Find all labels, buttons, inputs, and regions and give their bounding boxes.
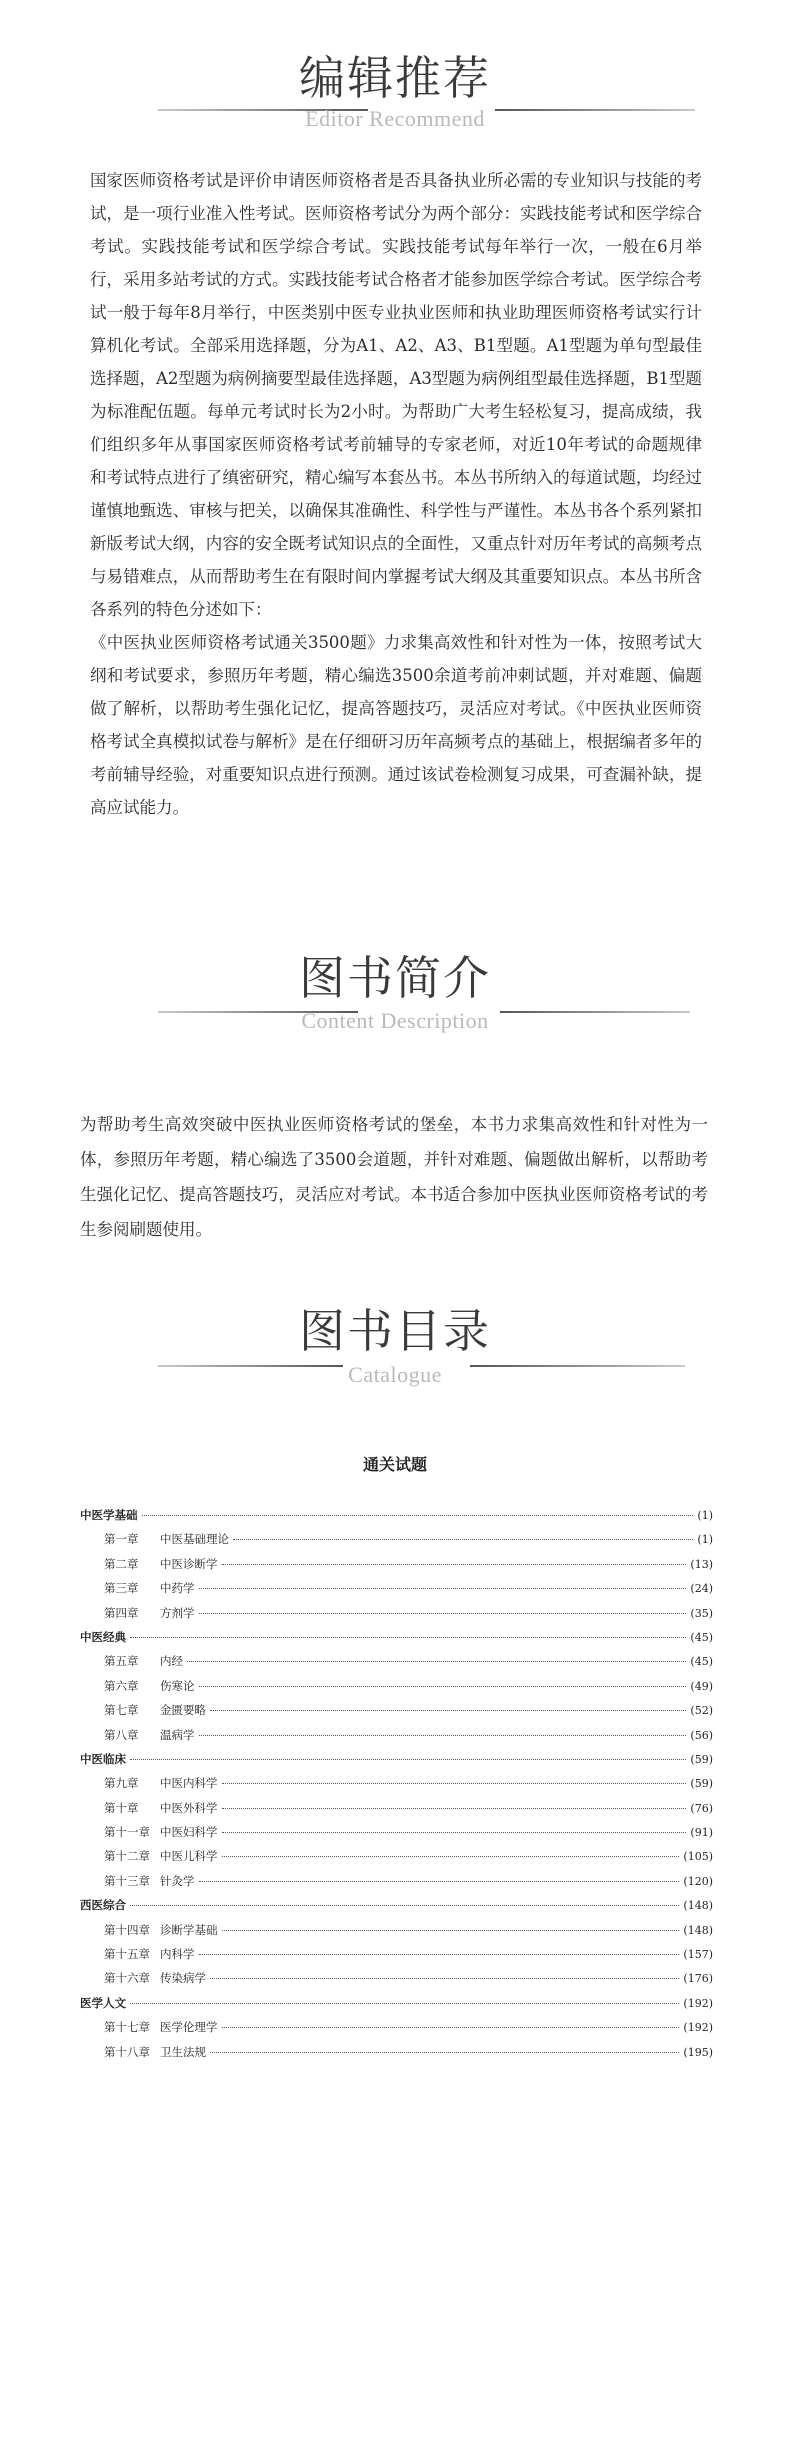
- toc-chapter-number: 第六章: [104, 1678, 139, 1693]
- toc-part-row: [80, 1995, 713, 2019]
- toc-chapter-number: 第十三章: [104, 1873, 150, 1888]
- editor-paragraph: 国家医师资格考试是评价申请医师资格者是否具备执业所必需的专业知识与技能的考试，是一项行业准入性考试。医师资格考试分为两个部分：实践技能考试和医学综合考试。实践技能考试和医学综合考试。实践技能考试每年举行一次，一般在6月举行，采用多站考试的方式。实践技能考试合格者才能参加医学综合考试。医学综合考试一般于每年8月举行，中医类别中医专业执业医师和执业助理医师资格考试实行计算机化考试。全部采用选择题，分为A1、A2、A3、B1型题。A1型题为单句型最佳选择题，A2型题为病例摘要型最佳选择题，A3型题为病例组型最佳选择题，B1型题为标准配伍题。每单元考试时长为2小时。为帮助广大考生轻松复习，提高成绩，我们组织多年从事国家医师资格考试考前辅导的专家老师，对近10年考试的命题规律和考试特点进行了缜密研究，精心编写本套丛书。本丛书所纳入的每道试题，均经过谨慎地甄选、审核与把关，以确保其准确性、科学性与严谨性。本丛书各个系列紧扣新版考试大纲，内容的安全既考试知识点的全面性，又重点针对历年考试的高频考点与易错难点，从而帮助考生在有限时间内掌握考试大纲及其重要知识点。本丛书所含各系列的特色分述如下：: [90, 171, 702, 619]
- toc-part-row: [80, 1629, 713, 1653]
- toc-dot-leader: [199, 1735, 687, 1736]
- toc-label: 金匮要略: [160, 1703, 206, 1718]
- catalogue-header: [0, 1303, 790, 1413]
- toc-chapter-number: 第四章: [104, 1605, 139, 1620]
- toc-chapter-row: [80, 1531, 713, 1555]
- toc-chapter-number: 第三章: [104, 1581, 139, 1596]
- toc-page-number: (59): [690, 1777, 713, 1791]
- editor-recommend-body: [90, 164, 702, 824]
- toc-chapter-row: [80, 1580, 713, 1604]
- toc-page-number: (52): [690, 1704, 713, 1718]
- toc-chapter-row: [80, 2019, 713, 2043]
- toc-label: 中药学: [160, 1581, 195, 1596]
- toc-chapter-row: [80, 1556, 713, 1580]
- toc-page-number: (56): [690, 1728, 713, 1742]
- toc-label: 内经: [160, 1654, 183, 1669]
- toc-page-number: (49): [690, 1679, 713, 1693]
- toc-label: 卫生法规: [160, 2044, 206, 2059]
- toc-page-number: (105): [683, 1850, 713, 1864]
- toc-chapter-row: [80, 1605, 713, 1629]
- toc-chapter-number: 第九章: [104, 1776, 139, 1791]
- toc-dot-leader: [199, 1686, 687, 1687]
- toc-part-row: [80, 1507, 713, 1531]
- toc-page-number: (192): [683, 1996, 713, 2010]
- toc-dot-leader: [222, 1783, 687, 1784]
- toc-page-number: (45): [690, 1630, 713, 1644]
- toc-chapter-row: [80, 1873, 713, 1897]
- toc-dot-leader: [199, 1954, 680, 1955]
- toc-label: 中医儿科学: [160, 1849, 218, 1864]
- toc-label: 伤寒论: [160, 1678, 195, 1693]
- toc-dot-leader: [199, 1588, 687, 1589]
- toc-label: 中医学基础: [80, 1508, 138, 1522]
- content-description-title: 图书简介: [299, 951, 491, 1005]
- toc-label: 中医诊断学: [160, 1556, 218, 1571]
- toc-label: 内科学: [160, 1947, 195, 1962]
- catalogue-title: 图书目录: [299, 1304, 491, 1358]
- toc-page-number: (13): [690, 1557, 713, 1571]
- toc-page-number: (148): [683, 1923, 713, 1937]
- toc-chapter-number: 第二章: [104, 1556, 139, 1571]
- toc-dot-leader: [130, 1905, 679, 1906]
- toc-dot-leader: [210, 1710, 686, 1711]
- toc-label: 传染病学: [160, 1971, 206, 1986]
- toc-dot-leader: [222, 1564, 687, 1565]
- toc-page-number: (45): [690, 1655, 713, 1669]
- toc-page-number: (1): [697, 1509, 713, 1522]
- toc-chapter-row: [80, 1824, 713, 1848]
- toc-page-number: (24): [690, 1582, 713, 1596]
- editor-paragraph: 《中医执业医师资格考试通关3500题》力求集高效性和针对性为一体，按照考试大纲和考试要求，参照历年考题，精心编选3500余道考前冲刺试题，并对难题、偏题做了解析，以帮助考生强化记忆，提高答题技巧，灵活应对考试。《中医执业医师资格考试全真模拟试卷与解析》是在仔细研习历年高频考点的基础上，根据编者多年的考前辅导经验，对重要知识点进行预测。通过该试卷检测复习成果，可查漏补缺，提高应试能力。: [90, 633, 702, 817]
- toc-label: 中医经典: [80, 1629, 126, 1644]
- toc-chapter-number: 第十五章: [104, 1947, 150, 1962]
- toc-dot-leader: [142, 1515, 694, 1516]
- toc-dot-leader: [199, 1881, 680, 1882]
- toc-page-number: (120): [683, 1874, 713, 1888]
- toc-dot-leader: [222, 1930, 680, 1931]
- toc-chapter-number: 第十七章: [104, 2020, 150, 2035]
- toc-dot-leader: [199, 1613, 687, 1614]
- toc-label: 医学伦理学: [160, 2020, 218, 2035]
- toc-chapter-row: [80, 1653, 713, 1677]
- toc-chapter-row: [80, 1800, 713, 1824]
- toc-label: 中医临床: [80, 1751, 126, 1766]
- toc-label: 中医内科学: [160, 1776, 218, 1791]
- toc-chapter-row: [80, 1702, 713, 1726]
- toc-page-number: (157): [683, 1948, 713, 1962]
- content-description-header: [0, 950, 790, 1060]
- toc-dot-leader: [130, 2003, 679, 2004]
- editor-recommend-title: 编辑推荐: [299, 51, 491, 105]
- toc-part-row: [80, 1897, 713, 1921]
- toc-chapter-row: [80, 1727, 713, 1751]
- toc-label: 针灸学: [160, 1873, 195, 1888]
- toc-chapter-number: 第十二章: [104, 1849, 150, 1864]
- toc-label: 中医外科学: [160, 1800, 218, 1815]
- toc-label: 诊断学基础: [160, 1922, 218, 1937]
- toc-chapter-row: [80, 1775, 713, 1799]
- toc-chapter-number: 第一章: [104, 1532, 139, 1547]
- toc-dot-leader: [210, 2052, 679, 2053]
- toc-dot-leader: [233, 1539, 693, 1540]
- toc-label: 中医基础理论: [160, 1532, 229, 1547]
- table-of-contents: [80, 1507, 713, 2068]
- toc-page-number: (1): [697, 1533, 713, 1547]
- toc-chapter-number: 第十章: [104, 1800, 139, 1815]
- content-description-body: [80, 1107, 708, 1247]
- toc-page-number: (176): [683, 1972, 713, 1986]
- toc-chapter-number: 第十一章: [104, 1825, 150, 1840]
- toc-page-number: (76): [690, 1801, 713, 1815]
- toc-chapter-number: 第八章: [104, 1727, 139, 1742]
- toc-label: 温病学: [160, 1727, 195, 1742]
- toc-chapter-row: [80, 1922, 713, 1946]
- toc-label: 西医综合: [80, 1898, 126, 1913]
- toc-dot-leader: [222, 1856, 680, 1857]
- toc-chapter-number: 第五章: [104, 1654, 139, 1669]
- toc-dot-leader: [130, 1637, 686, 1638]
- toc-page-number: (195): [683, 2045, 713, 2059]
- toc-page-number: (35): [690, 1606, 713, 1620]
- toc-label: 方剂学: [160, 1605, 195, 1620]
- catalogue-heading: 通关试题: [362, 1455, 427, 1474]
- toc-dot-leader: [222, 2027, 680, 2028]
- toc-chapter-row: [80, 1946, 713, 1970]
- toc-dot-leader: [130, 1759, 686, 1760]
- toc-label: 中医妇科学: [160, 1825, 218, 1840]
- catalogue-subtitle: Catalogue: [348, 1362, 442, 1387]
- toc-chapter-number: 第十六章: [104, 1971, 150, 1986]
- toc-chapter-row: [80, 1848, 713, 1872]
- toc-page-number: (192): [683, 2021, 713, 2035]
- toc-chapter-number: 第七章: [104, 1703, 139, 1718]
- toc-chapter-number: 第十八章: [104, 2044, 150, 2059]
- toc-page-number: (59): [690, 1752, 713, 1766]
- content-description-subtitle: Content Description: [301, 1008, 489, 1033]
- editor-recommend-subtitle: Editor Recommend: [305, 106, 485, 131]
- toc-chapter-number: 第十四章: [104, 1922, 150, 1937]
- toc-chapter-row: [80, 1970, 713, 1994]
- toc-chapter-row: [80, 2044, 713, 2068]
- content-paragraph: 为帮助考生高效突破中医执业医师资格考试的堡垒，本书力求集高效性和针对性为一体，参照历年考题，精心编选了3500会道题，并针对难题、偏题做出解析，以帮助考生强化记忆、提高答题技巧，灵活应对考试。本书适合参加中医执业医师资格考试的考生参阅刷题使用。: [80, 1115, 708, 1239]
- toc-page-number: (148): [683, 1899, 713, 1913]
- toc-part-row: [80, 1751, 713, 1775]
- editor-recommend-header: [0, 50, 790, 160]
- toc-dot-leader: [187, 1661, 686, 1662]
- toc-dot-leader: [222, 1832, 687, 1833]
- toc-dot-leader: [210, 1978, 679, 1979]
- toc-page-number: (91): [690, 1826, 713, 1840]
- toc-chapter-row: [80, 1678, 713, 1702]
- toc-label: 医学人文: [80, 1995, 126, 2010]
- toc-dot-leader: [222, 1808, 687, 1809]
